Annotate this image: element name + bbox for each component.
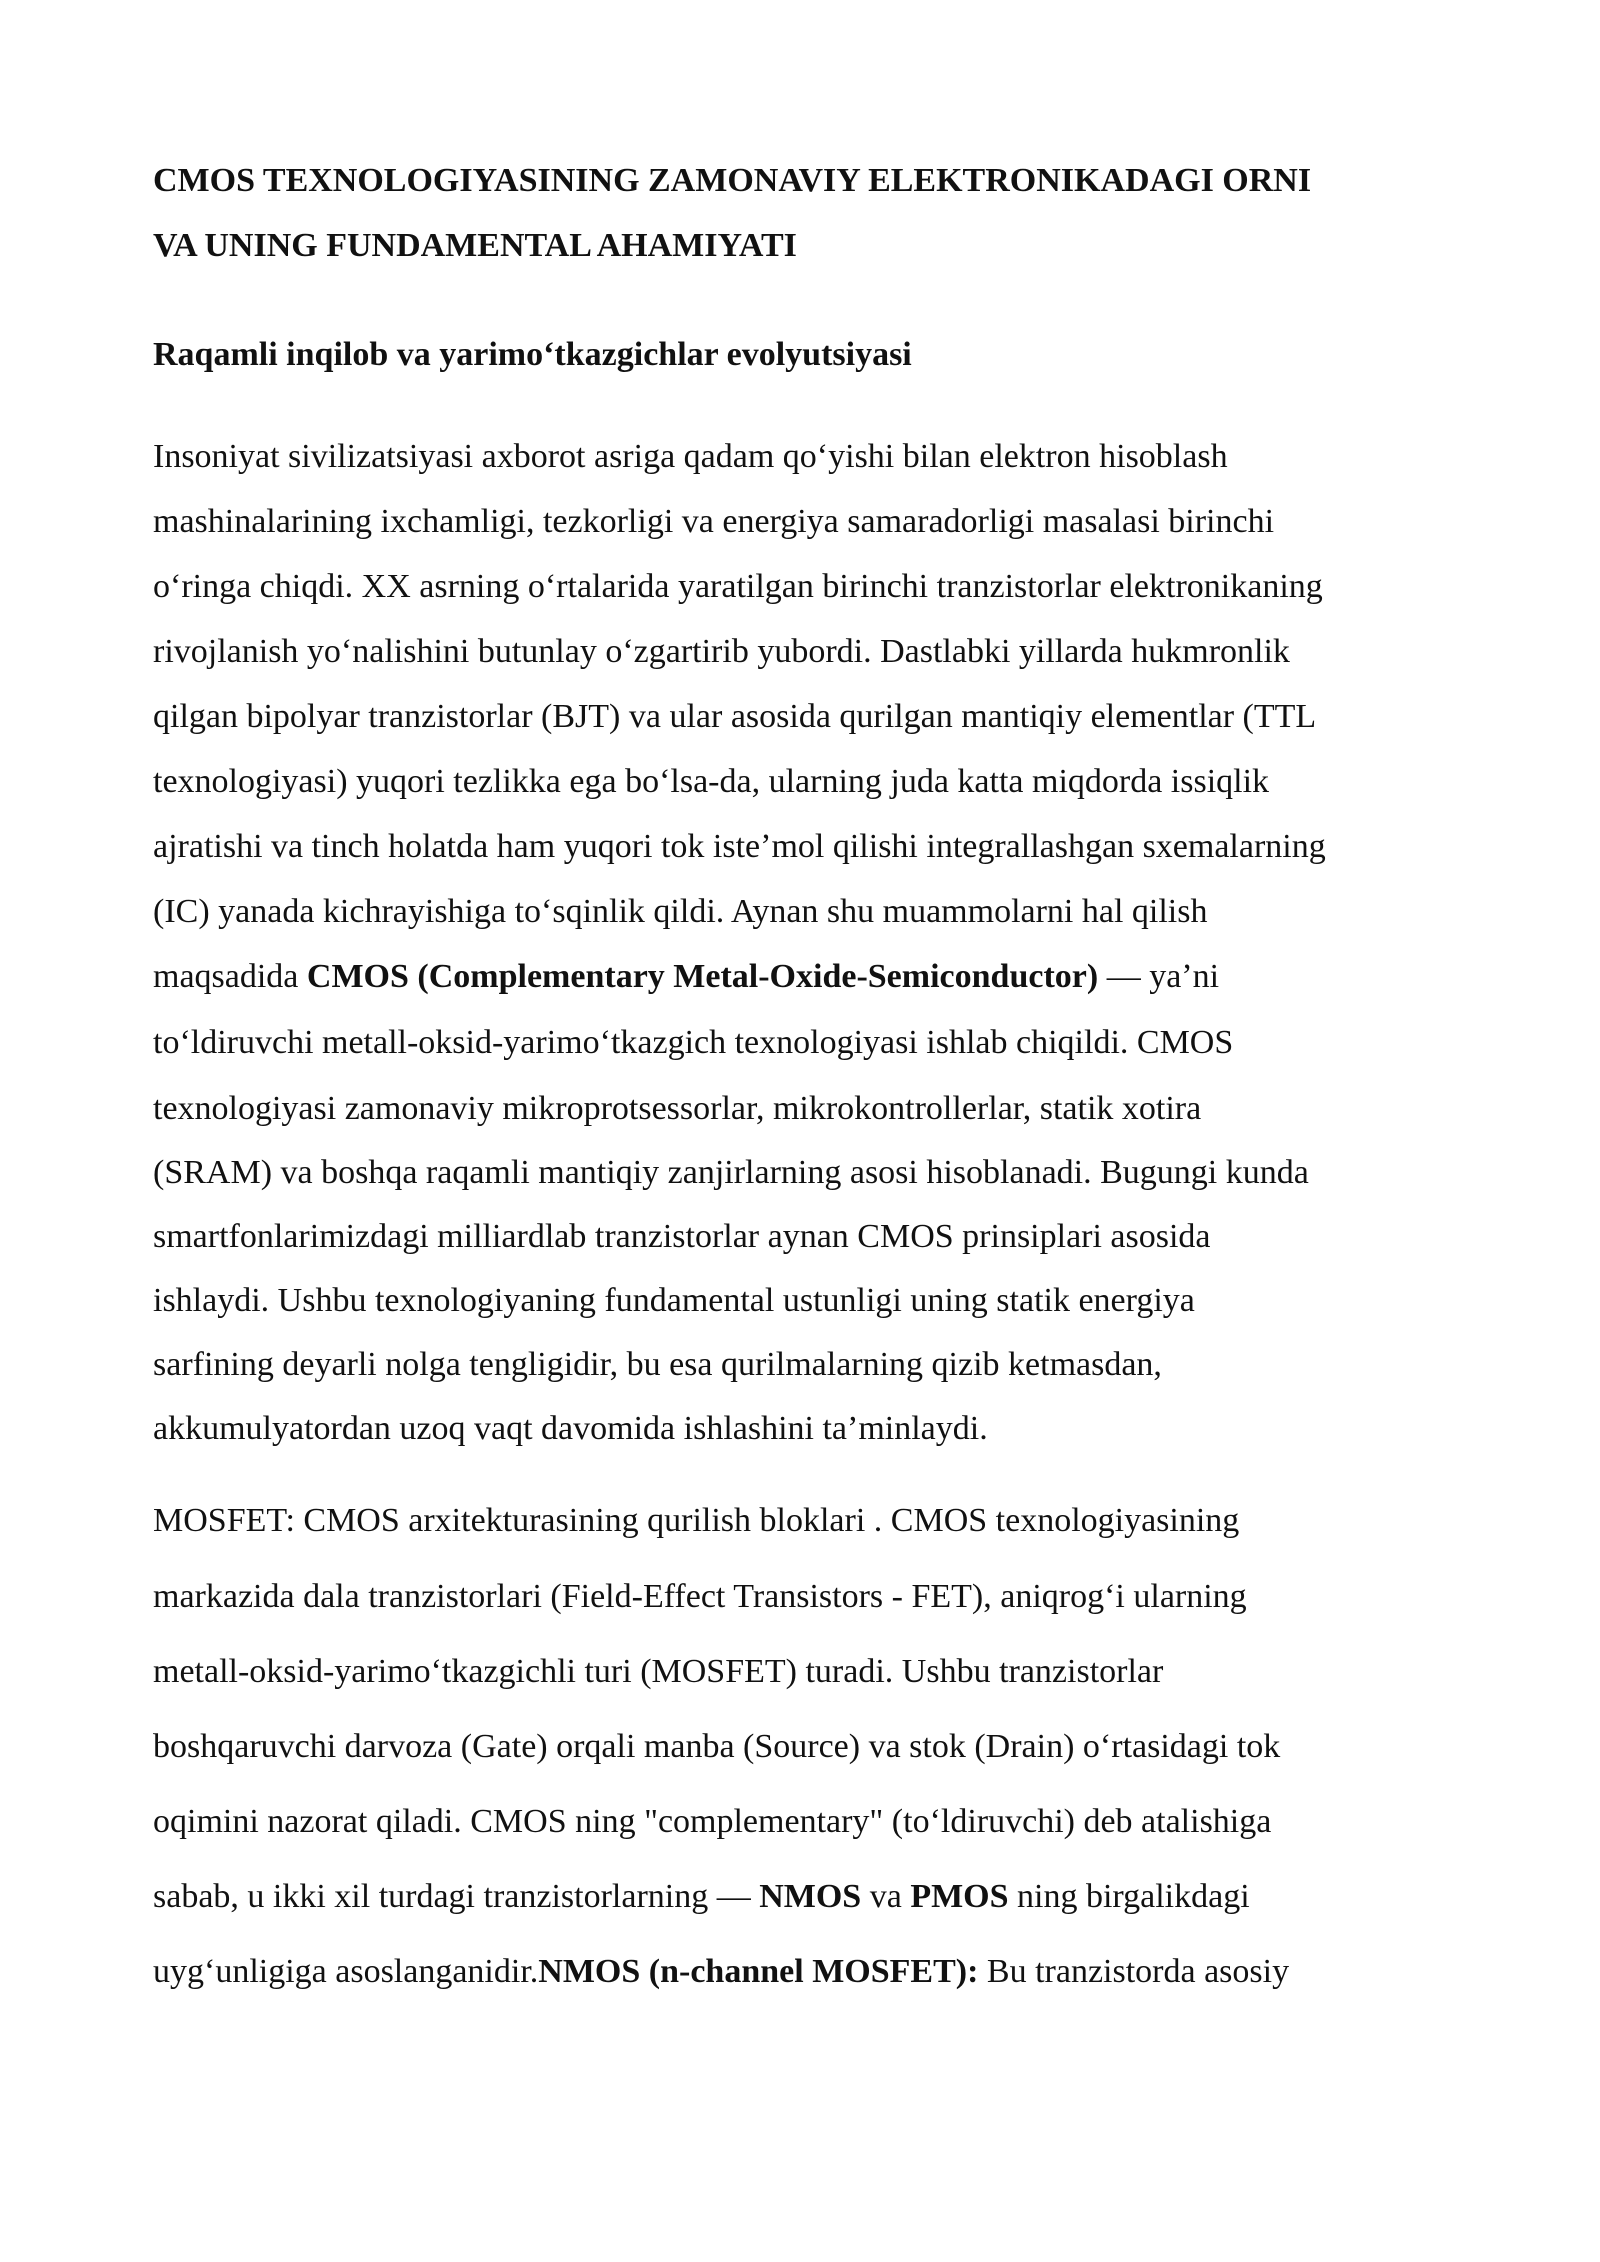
text-run: ning birgalikdagi: [1008, 1878, 1250, 1915]
text-line: boshqaruvchi darvoza (Gate) orqali manba (Source) va stok (Drain) oʻrtasidagi tok: [153, 1728, 1281, 1765]
text-line: smartfonlarimizdagi milliardlab tranzistorlar aynan CMOS prinsiplari asosida: [153, 1218, 1211, 1255]
text-line: sarfining deyarli nolga tengligidir, bu esa qurilmalarning qizib ketmasdan,: [153, 1346, 1162, 1383]
text-line: (IC) yanada kichrayishiga toʻsqinlik qildi. Aynan shu muammolarni hal qilish: [153, 893, 1208, 930]
document-page: [153, 148, 1453, 2009]
text-line: ajratishi va tinch holatda ham yuqori tok isteʼmol qilishi integrallashgan sxemalarning: [153, 828, 1326, 865]
text-run: uygʻunligiga asoslanganidir.: [153, 1953, 539, 1990]
text-run: Bu tranzistorda asosiy: [978, 1953, 1290, 1990]
text-line: texnologiyasi) yuqori tezlikka ega boʻlsa-da, ularning juda katta miqdorda issiqlik: [153, 763, 1270, 800]
text-line: texnologiyasi zamonaviy mikroprotsessorlar, mikrokontrollerlar, statik xotira: [153, 1090, 1202, 1127]
bold-term-cmos: CMOS (Complementary Metal-Oxide-Semiconductor): [306, 958, 1099, 995]
text-run: — yaʼni: [1098, 958, 1220, 995]
bold-term-nmos: NMOS: [759, 1878, 862, 1915]
bold-term-pmos: PMOS: [910, 1878, 1009, 1915]
paragraph-intro: [153, 424, 1453, 1461]
text-line: [153, 944, 1453, 1009]
text-line: mashinalarining ixchamligi, tezkorligi va energiya samaradorligi masalasi birinchi: [153, 503, 1275, 540]
text-run: maqsadida: [153, 958, 307, 995]
text-line: markazida dala tranzistorlari (Field-Effect Transistors - FET), aniqrogʻi ularning: [153, 1578, 1247, 1615]
text-line: MOSFET: CMOS arxitekturasining qurilish bloklari . CMOS texnologiyasining: [153, 1502, 1240, 1539]
text-line: toʻldiruvchi metall-oksid-yarimoʻtkazgich texnologiyasi ishlab chiqildi. CMOS: [153, 1024, 1234, 1061]
text-line: qilgan bipolyar tranzistorlar (BJT) va ular asosida qurilgan mantiqiy elementlar (TTL: [153, 698, 1317, 735]
paragraph-mosfet: [153, 1483, 1453, 2009]
text-line: ishlaydi. Ushbu texnologiyaning fundamental ustunligi uning statik energiya: [153, 1282, 1195, 1319]
title-line: VA UNING FUNDAMENTAL AHAMIYATI: [153, 227, 797, 264]
text-line: metall-oksid-yarimoʻtkazgichli turi (MOSFET) turadi. Ushbu tranzistorlar: [153, 1653, 1164, 1690]
text-line: oqimini nazorat qiladi. CMOS ning "complementary" (toʻldiruvchi) deb atalishiga: [153, 1803, 1272, 1840]
bold-term-nmos-channel: NMOS (n-channel MOSFET):: [538, 1953, 979, 1990]
text-line: rivojlanish yoʻnalishini butunlay oʻzgartirib yubordi. Dastlabki yillarda hukmronlik: [153, 633, 1290, 670]
text-line: oʻringa chiqdi. XX asrning oʻrtalarida yaratilgan birinchi tranzistorlar elektronikaning: [153, 568, 1323, 605]
document-title: [153, 148, 1453, 278]
text-run: sabab, u ikki xil turdagi tranzistorlarning —: [153, 1878, 760, 1915]
title-line: CMOS TEXNOLOGIYASINING ZAMONAVIY ELEKTRONIKADAGI ORNI: [153, 162, 1312, 199]
text-line: akkumulyatordan uzoq vaqt davomida ishlashini ta’minlaydi.: [153, 1410, 988, 1447]
text-line: [153, 1934, 1453, 2009]
text-line: (SRAM) va boshqa raqamli mantiqiy zanjirlarning asosi hisoblanadi. Bugungi kunda: [153, 1154, 1309, 1191]
text-line: Insoniyat sivilizatsiyasi axborot asriga qadam qoʻyishi bilan elektron hisoblash: [153, 438, 1228, 475]
section-heading: Raqamli inqilob va yarimoʻtkazgichlar evolyutsiyasi: [153, 336, 912, 373]
text-line: [153, 1859, 1453, 1934]
text-run: va: [861, 1878, 911, 1915]
